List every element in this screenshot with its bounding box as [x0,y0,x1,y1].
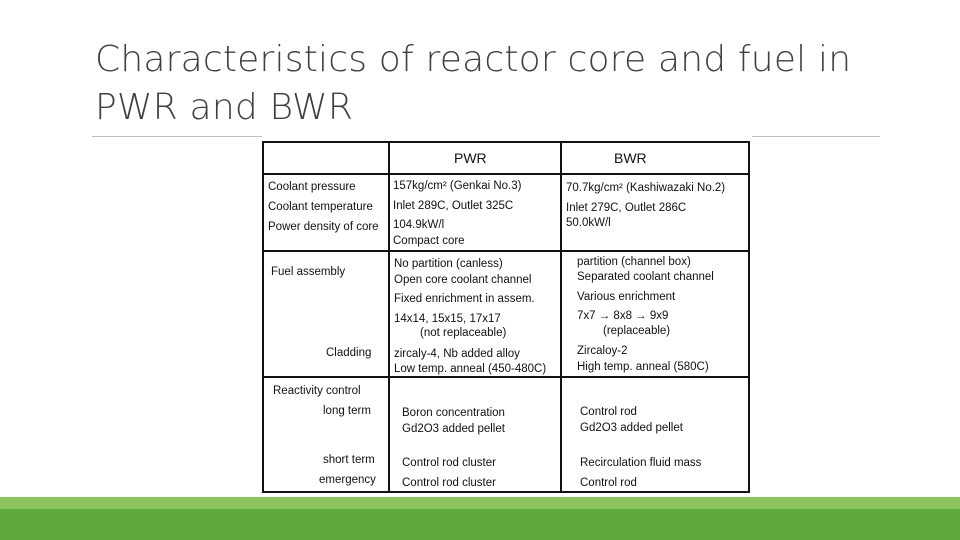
table-divider-col1 [388,143,390,491]
pwr-cladding-material: zircaly-4, Nb added alloy [394,348,520,360]
footer-band [0,497,960,540]
bwr-emergency: Control rod [580,477,637,489]
pwr-long-term-1: Boron concentration [402,407,505,419]
bwr-fuel-enrichment: Various enrichment [577,291,676,303]
pwr-fuel-partition: No partition (canless) [394,258,503,270]
slide-title [95,36,895,132]
pwr-fuel-enrichment: Fixed enrichment in assem. [394,293,535,305]
pwr-long-term-2: Gd2O3 added pellet [402,423,505,435]
pwr-coolant-temperature: Inlet 289C, Outlet 325C [393,200,514,212]
label-cladding: Cladding [326,347,372,359]
label-emergency: emergency [319,474,376,486]
table-divider-col2 [560,143,562,491]
bwr-short-term: Recirculation fluid mass [580,457,702,469]
slide-title-line-1: Characteristics of reactor core and fuel in [95,39,852,80]
pwr-fuel-replaceable: (not replaceable) [420,327,507,339]
pwr-compact-core: Compact core [393,235,465,247]
bwr-fuel-partition: partition (channel box) [577,256,691,268]
bwr-coolant-pressure: 70.7kg/cm² (Kashiwazaki No.2) [566,182,726,194]
label-reactivity-control: Reactivity control [273,385,361,397]
bwr-coolant-temperature: Inlet 279C, Outlet 286C [566,202,687,214]
header-pwr: PWR [454,150,487,166]
bwr-fuel-lattice: 7x7 → 8x8 → 9x9 [577,310,669,322]
bwr-cladding-anneal: High temp. anneal (580C) [577,361,709,373]
pwr-cladding-anneal: Low temp. anneal (450-480C) [394,363,547,375]
bwr-cladding-material: Zircaloy-2 [577,345,628,357]
label-short-term: short term [323,454,375,466]
bwr-fuel-channel: Separated coolant channel [577,271,714,283]
footer-band-highlight [0,497,960,509]
slide-title-line-2: PWR and BWR [95,87,354,128]
bwr-long-term-1: Control rod [580,406,637,418]
pwr-coolant-pressure: 157kg/cm² (Genkai No.3) [393,180,522,192]
pwr-emergency: Control rod cluster [402,477,496,489]
pwr-fuel-lattice: 14x14, 15x15, 17x17 [394,313,501,325]
title-underline-left [92,136,262,137]
header-bwr: BWR [614,150,647,166]
table-divider-header [264,173,748,175]
label-power-density: Power density of core [268,221,379,233]
bwr-fuel-replaceable: (replaceable) [603,325,671,337]
table-divider-basic [264,250,748,252]
label-coolant-temperature: Coolant temperature [268,201,373,213]
title-underline-right [752,136,880,137]
comparison-table [262,141,750,493]
pwr-short-term: Control rod cluster [402,457,496,469]
pwr-fuel-channel: Open core coolant channel [394,274,532,286]
table-divider-fuel [264,376,748,378]
pwr-power-density: 104.9kW/l [393,219,445,231]
label-fuel-assembly: Fuel assembly [271,266,346,278]
bwr-power-density: 50.0kW/l [566,217,611,229]
label-long-term: long term [323,405,371,417]
label-coolant-pressure: Coolant pressure [268,181,356,193]
bwr-long-term-2: Gd2O3 added pellet [580,422,683,434]
